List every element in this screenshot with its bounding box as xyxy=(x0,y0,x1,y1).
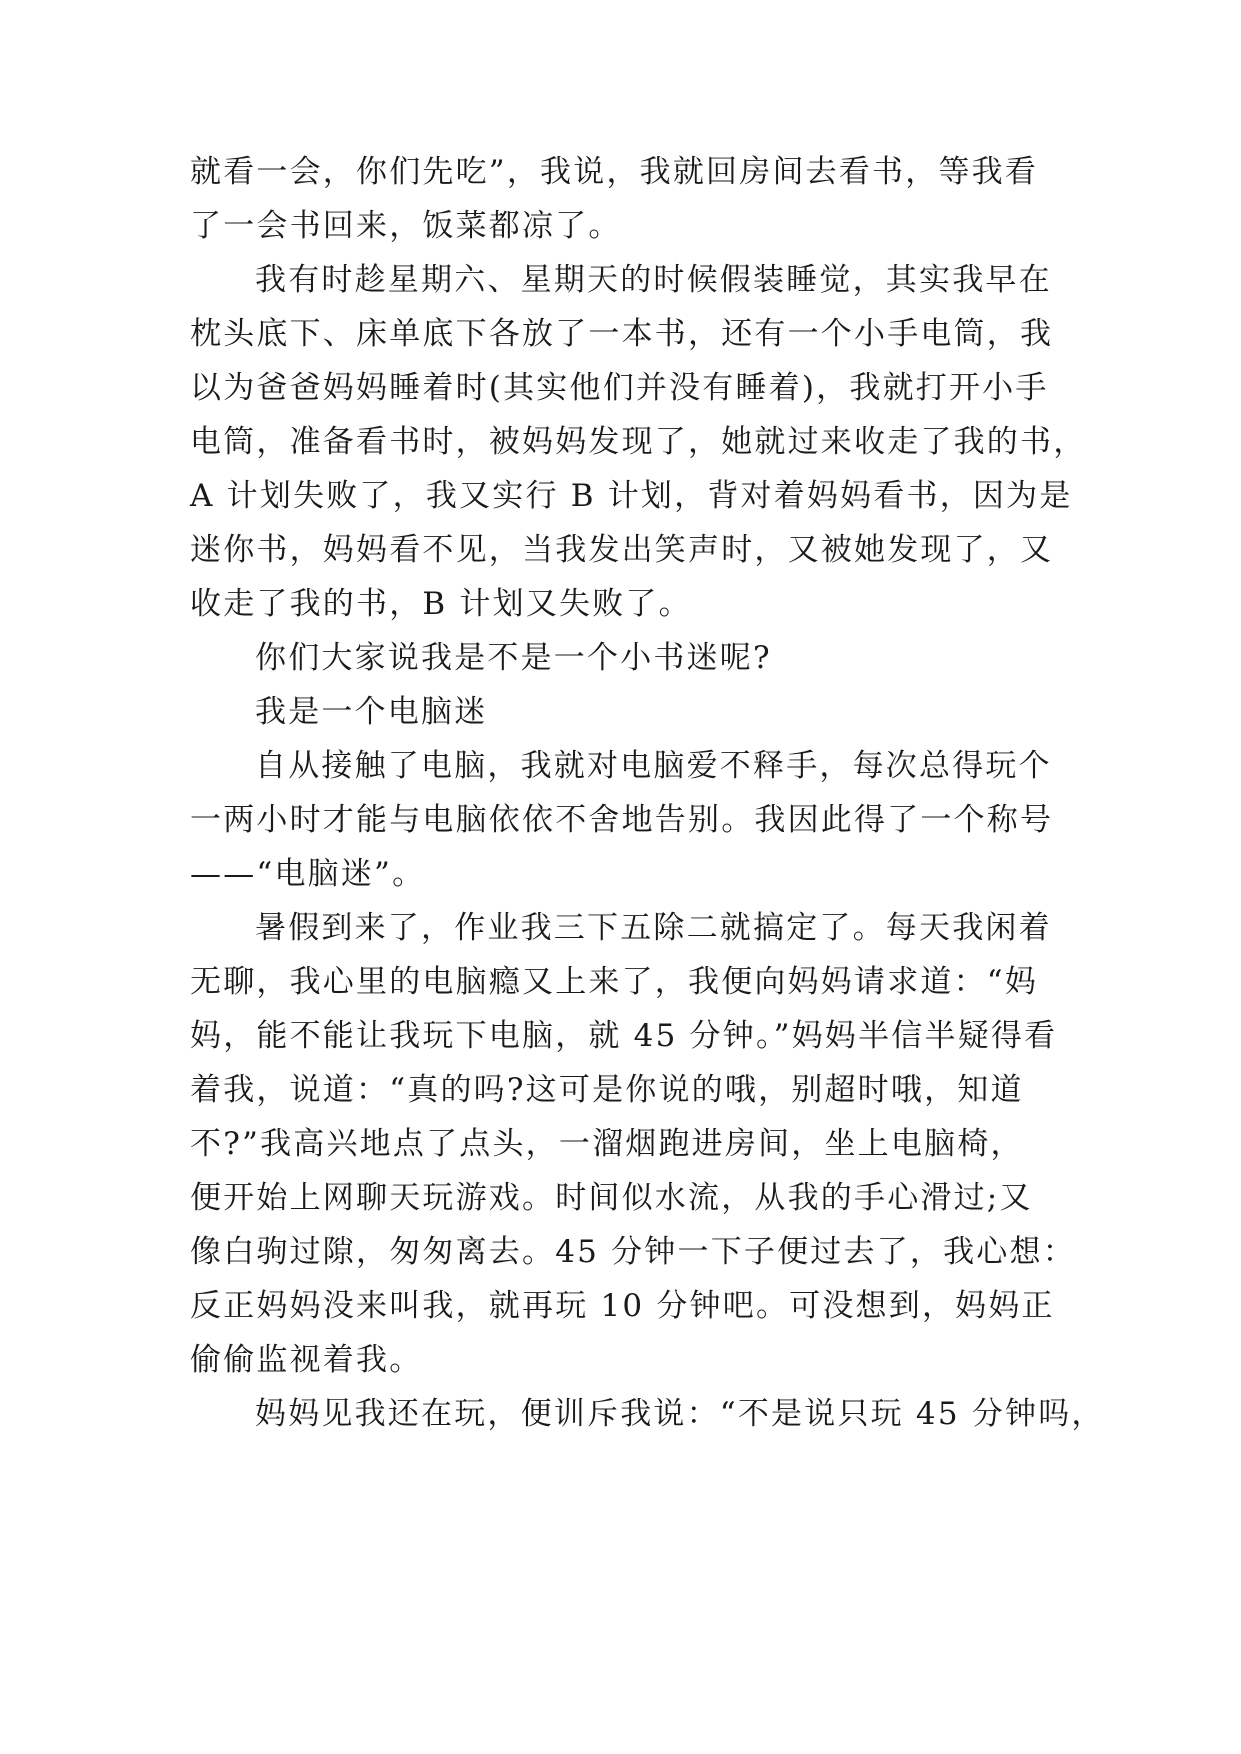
text-line: 就看一会，你们先吃”，我说，我就回房间去看书，等我看 xyxy=(190,154,1039,190)
text-line: 像白驹过隙，匆匆离去。45 分钟一下子便过去了，我心想： xyxy=(190,1234,1076,1270)
paragraph-first-line: 我有时趁星期六、星期天的时候假装睡觉，其实我早在 xyxy=(255,262,1052,298)
text-line: 便开始上网聊天玩游戏。时间似水流，从我的手心滑过;又 xyxy=(190,1180,1033,1216)
text-line: 着我，说道：“真的吗?这可是你说的哦，别超时哦，知道 xyxy=(190,1072,1024,1108)
text-line: 一两小时才能与电脑依依不舍地告别。我因此得了一个称号 xyxy=(190,802,1054,838)
section-title: 我是一个电脑迷 xyxy=(255,694,488,730)
text-line: 电筒，准备看书时，被妈妈发现了，她就过来收走了我的书， xyxy=(190,424,1087,460)
text-line: 无聊，我心里的电脑瘾又上来了，我便向妈妈请求道：“妈 xyxy=(190,964,1039,1000)
paragraph-first-line: 暑假到来了，作业我三下五除二就搞定了。每天我闲着 xyxy=(255,910,1052,946)
text-line: 了一会书回来，饭菜都凉了。 xyxy=(190,208,622,244)
text-line: 收走了我的书，B 计划又失败了。 xyxy=(190,586,692,622)
text-line: 以为爸爸妈妈睡着时(其实他们并没有睡着)，我就打开小手 xyxy=(190,370,1049,406)
text-line: 妈，能不能让我玩下电脑，就 45 分钟。”妈妈半信半疑得看 xyxy=(190,1018,1058,1054)
text-line: 偷偷监视着我。 xyxy=(190,1342,423,1378)
text-line: 不?”我高兴地点了点头，一溜烟跑进房间，坐上电脑椅， xyxy=(190,1126,1024,1162)
text-line: 迷你书，妈妈看不见，当我发出笑声时，又被她发现了，又 xyxy=(190,532,1054,568)
paragraph-first-line: 你们大家说我是不是一个小书迷呢? xyxy=(255,640,772,676)
paragraph-first-line: 自从接触了电脑，我就对电脑爱不释手，每次总得玩个 xyxy=(255,748,1052,784)
text-line: ——“电脑迷”。 xyxy=(190,856,426,892)
text-line: 反正妈妈没来叫我，就再玩 10 分钟吧。可没想到，妈妈正 xyxy=(190,1288,1055,1324)
text-line: A 计划失败了，我又实行 B 计划，背对着妈妈看书，因为是 xyxy=(190,478,1073,514)
text-line: 枕头底下、床单底下各放了一本书，还有一个小手电筒，我 xyxy=(190,316,1054,352)
paragraph-first-line: 妈妈见我还在玩，便训斥我说：“不是说只玩 45 分钟吗， xyxy=(255,1396,1105,1432)
